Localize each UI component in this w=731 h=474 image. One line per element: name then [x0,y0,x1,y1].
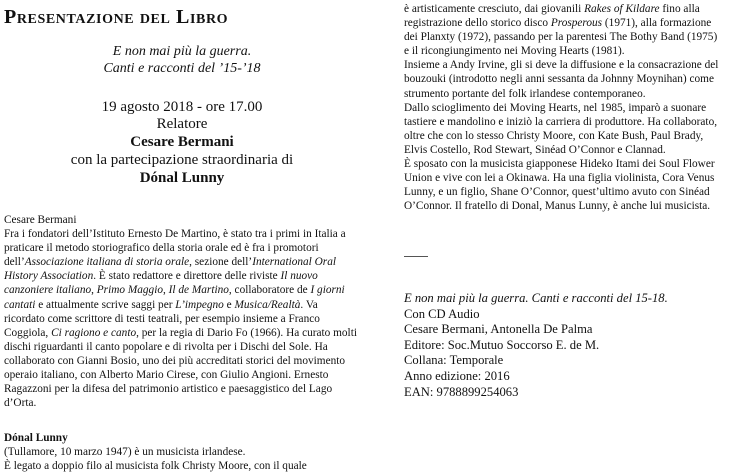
bermani-text-segment: Il nuovo canzoniere italiano [4,270,318,297]
bermani-text-segment: Musica/Realtà [234,298,301,311]
book-authors: Cesare Bermani, Antonella De Palma [404,322,593,337]
lunny-text-segment: Prosperous [550,17,603,30]
participation-text: con la partecipazione straordinaria di [70,152,294,168]
lunny-text-segment: Rakes of Kildare [584,3,660,15]
book-year: Anno edizione: 2016 [404,368,510,383]
bermani-text-segment: e attualmente scrive saggi per [35,298,176,311]
bermani-text-segment: Fra i fondatori dell’Istituto Ernesto De Martino, è stato tra i primi in Italia a praticare il metodo storiografico della storia orale ed è fra i promotori dell’ [4,228,346,269]
bermani-text-segment: , [163,284,169,297]
book-info [404,291,722,400]
bermani-text-segment: Ci ragiono e canto [51,326,137,339]
guest-name: Dónal Lunny [139,170,225,186]
bermani-text-segment: , sezione dell’ [189,256,253,269]
bermani-text-segment: I giorni cantati [4,284,345,311]
bermani-text-segment: . Va ricordato come scrittore di testi teatrali, per esempio insieme a Franco Coggiola, [4,298,320,339]
bermani-text-segment: Associazione italiana di storia orale [24,256,190,269]
lunny-bio-line2: È legato a doppio filo al musicista folk Christy Moore, con il quale [4,460,307,473]
bermani-text-segment: L’impegno [175,298,224,311]
bermani-text-segment: Primo Maggio [96,284,163,297]
bermani-text-segment: , per la regia di Dario Fo (1966). Ha curato molti dischi riguardanti il canto popolare e di rivolta per i Dischi del Sole. Ha collaborato con Gianni Bosio, uno dei più accreditati storici del movimento operaio italiano, con Alberto Mario Cirese, con Giulio Angioni. Ernesto Ragazzoni per la difesa del patrimonio artistico e paesaggistico del Lago d’Orta. [4,326,357,410]
lunny-birth-line: (Tullamore, 10 marzo 1947) è un musicista irlandese. [4,446,246,459]
book-subtitle-line2: Canti e racconti del ’15-’18 [103,61,261,76]
bermani-text-segment: , collaboratore de [228,284,311,297]
section-divider [404,256,428,257]
lunny-bio-para4: È sposato con la musicista giapponese Hideko Itami dei Soul Flower Union e vive con lei a Okinawa. Ha una figlia violinista, Cora Venus Lunny, e un figlio, Shane O’Connor, quest’ultimo avuto con Sinéad O’Connor. Il fratello di Donal, Manus Lunny, è anche lui musicista. [404,158,715,213]
event-date-time: 19 agosto 2018 - ore 17.00 [101,99,263,115]
lunny-heading: Dónal Lunny [4,432,68,444]
bermani-text-segment: Il de Martino [168,284,229,297]
book-media: Con CD Audio [404,306,480,321]
lunny-bio-continuation [404,2,722,58]
lunny-text-segment: fino alla registrazione dello storico disco [404,3,700,30]
bermani-heading: Cesare Bermani [4,214,77,226]
book-ean: EAN: 9788899254063 [404,384,519,399]
bermani-text-segment: , [91,284,97,297]
bermani-text-segment: International Oral History Association [4,256,336,283]
bermani-bio-text [4,227,360,410]
lunny-bio-para2: Insieme a Andy Irvine, gli si deve la diffusione e la consacrazione del bouzouki (introdotto negli anni sessanta da Johnny Moynihan) come strumento portante del folk irlandese contemporaneo. [404,59,719,100]
book-subtitle-line1: E non mai più la guerra. [112,44,252,59]
bermani-text-segment: . È stato redattore e direttore delle riviste [93,270,281,283]
book-title: E non mai più la guerra. Canti e racconti del 15-18. [404,291,668,305]
lunny-bio-para3: Dallo scioglimento dei Moving Hearts, nel 1985, imparò a suonare tastiere e mandolino e iniziò la carriera di produttore. Ha collaborato, oltre che con lo stesso Christy Moore, con Kate Bush, Paul Brady, Elvis Costello, Rod Stewart, Sinéad O’Connor e Clannad. [404,101,718,156]
lunny-text-segment: è artisticamente cresciuto, dai giovanili [404,3,585,15]
lunny-bio-start [4,431,360,473]
right-column [404,0,722,474]
bermani-bio [4,213,360,410]
book-series: Collana: Temporale [404,353,504,368]
lunny-text-segment: (1971), alla formazione dei Planxty (1972), passando per la parentesi The Bothy Band (1975) e il ricongiungimento nei Moving Hearts (1981). [404,17,718,58]
bermani-text-segment: e [223,298,235,311]
book-publisher: Editore: Soc.Mutuo Soccorso E. de M. [404,337,600,352]
page-title: Presentazione del Libro [4,6,229,28]
relatore-label: Relatore [156,116,208,132]
speaker-name: Cesare Bermani [130,134,234,150]
lunny-bio-continued [404,2,722,213]
left-column [4,0,360,474]
